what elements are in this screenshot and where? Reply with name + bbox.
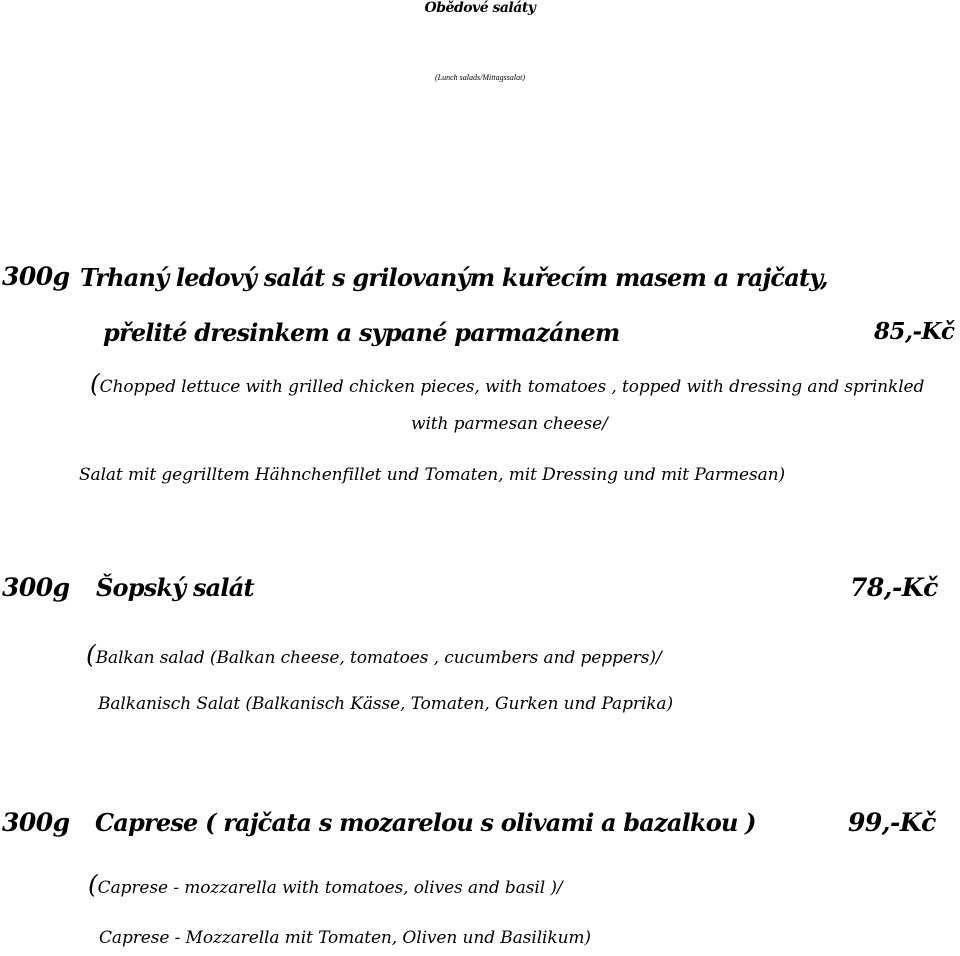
item-2-desc-en [86,640,662,669]
page-title: Obědové saláty [424,0,536,16]
item-2-price: 78,-Kč [850,573,938,602]
item-3-desc-de: Caprese - Mozzarella mit Tomaten, Oliven und Basilikum) [99,928,591,948]
item-1-desc-en-line2: with parmesan cheese/ [411,414,608,434]
item-1-name-line1: Trhaný ledový salát s grilovaným kuřecím masem a rajčaty, [80,263,828,292]
item-1-price: 85,-Kč [874,318,955,345]
item-3-desc-en-text: Caprese - mozzarella with tomatoes, olives and basil )/ [97,878,563,898]
item-1-desc-de: Salat mit gegrilltem Hähnchenfillet und Tomaten, mit Dressing und mit Parmesan) [79,465,786,485]
item-2-desc-en-text: Balkan salad (Balkan cheese, tomatoes , cucumbers and peppers)/ [95,648,662,668]
item-1-name-line2: přelité dresinkem a sypané parmazánem [103,318,620,347]
item-3-name: Caprese ( rajčata s mozarelou s olivami a bazalkou ) [95,808,756,837]
item-1-weight: 300g [2,262,70,291]
item-1-desc-en-line1 [90,369,924,398]
item-3-desc-en [88,870,563,899]
item-3-price: 99,-Kč [848,808,936,837]
item-1-desc-en-line1-text: Chopped lettuce with grilled chicken pieces, with tomatoes , topped with dressing and sprinkled [99,377,925,397]
item-1-desc-open: ( [90,369,100,398]
item-2-desc-open: ( [86,640,96,669]
item-3-weight: 300g [2,808,70,837]
item-2-name: Šopský salát [96,573,254,602]
item-3-desc-open: ( [88,870,98,899]
item-2-desc-de: Balkanisch Salat (Balkanisch Kässe, Tomaten, Gurken und Paprika) [98,694,673,714]
item-2-weight: 300g [2,573,70,602]
page-subtitle: (Lunch salads/Mittagssalat) [434,73,525,82]
